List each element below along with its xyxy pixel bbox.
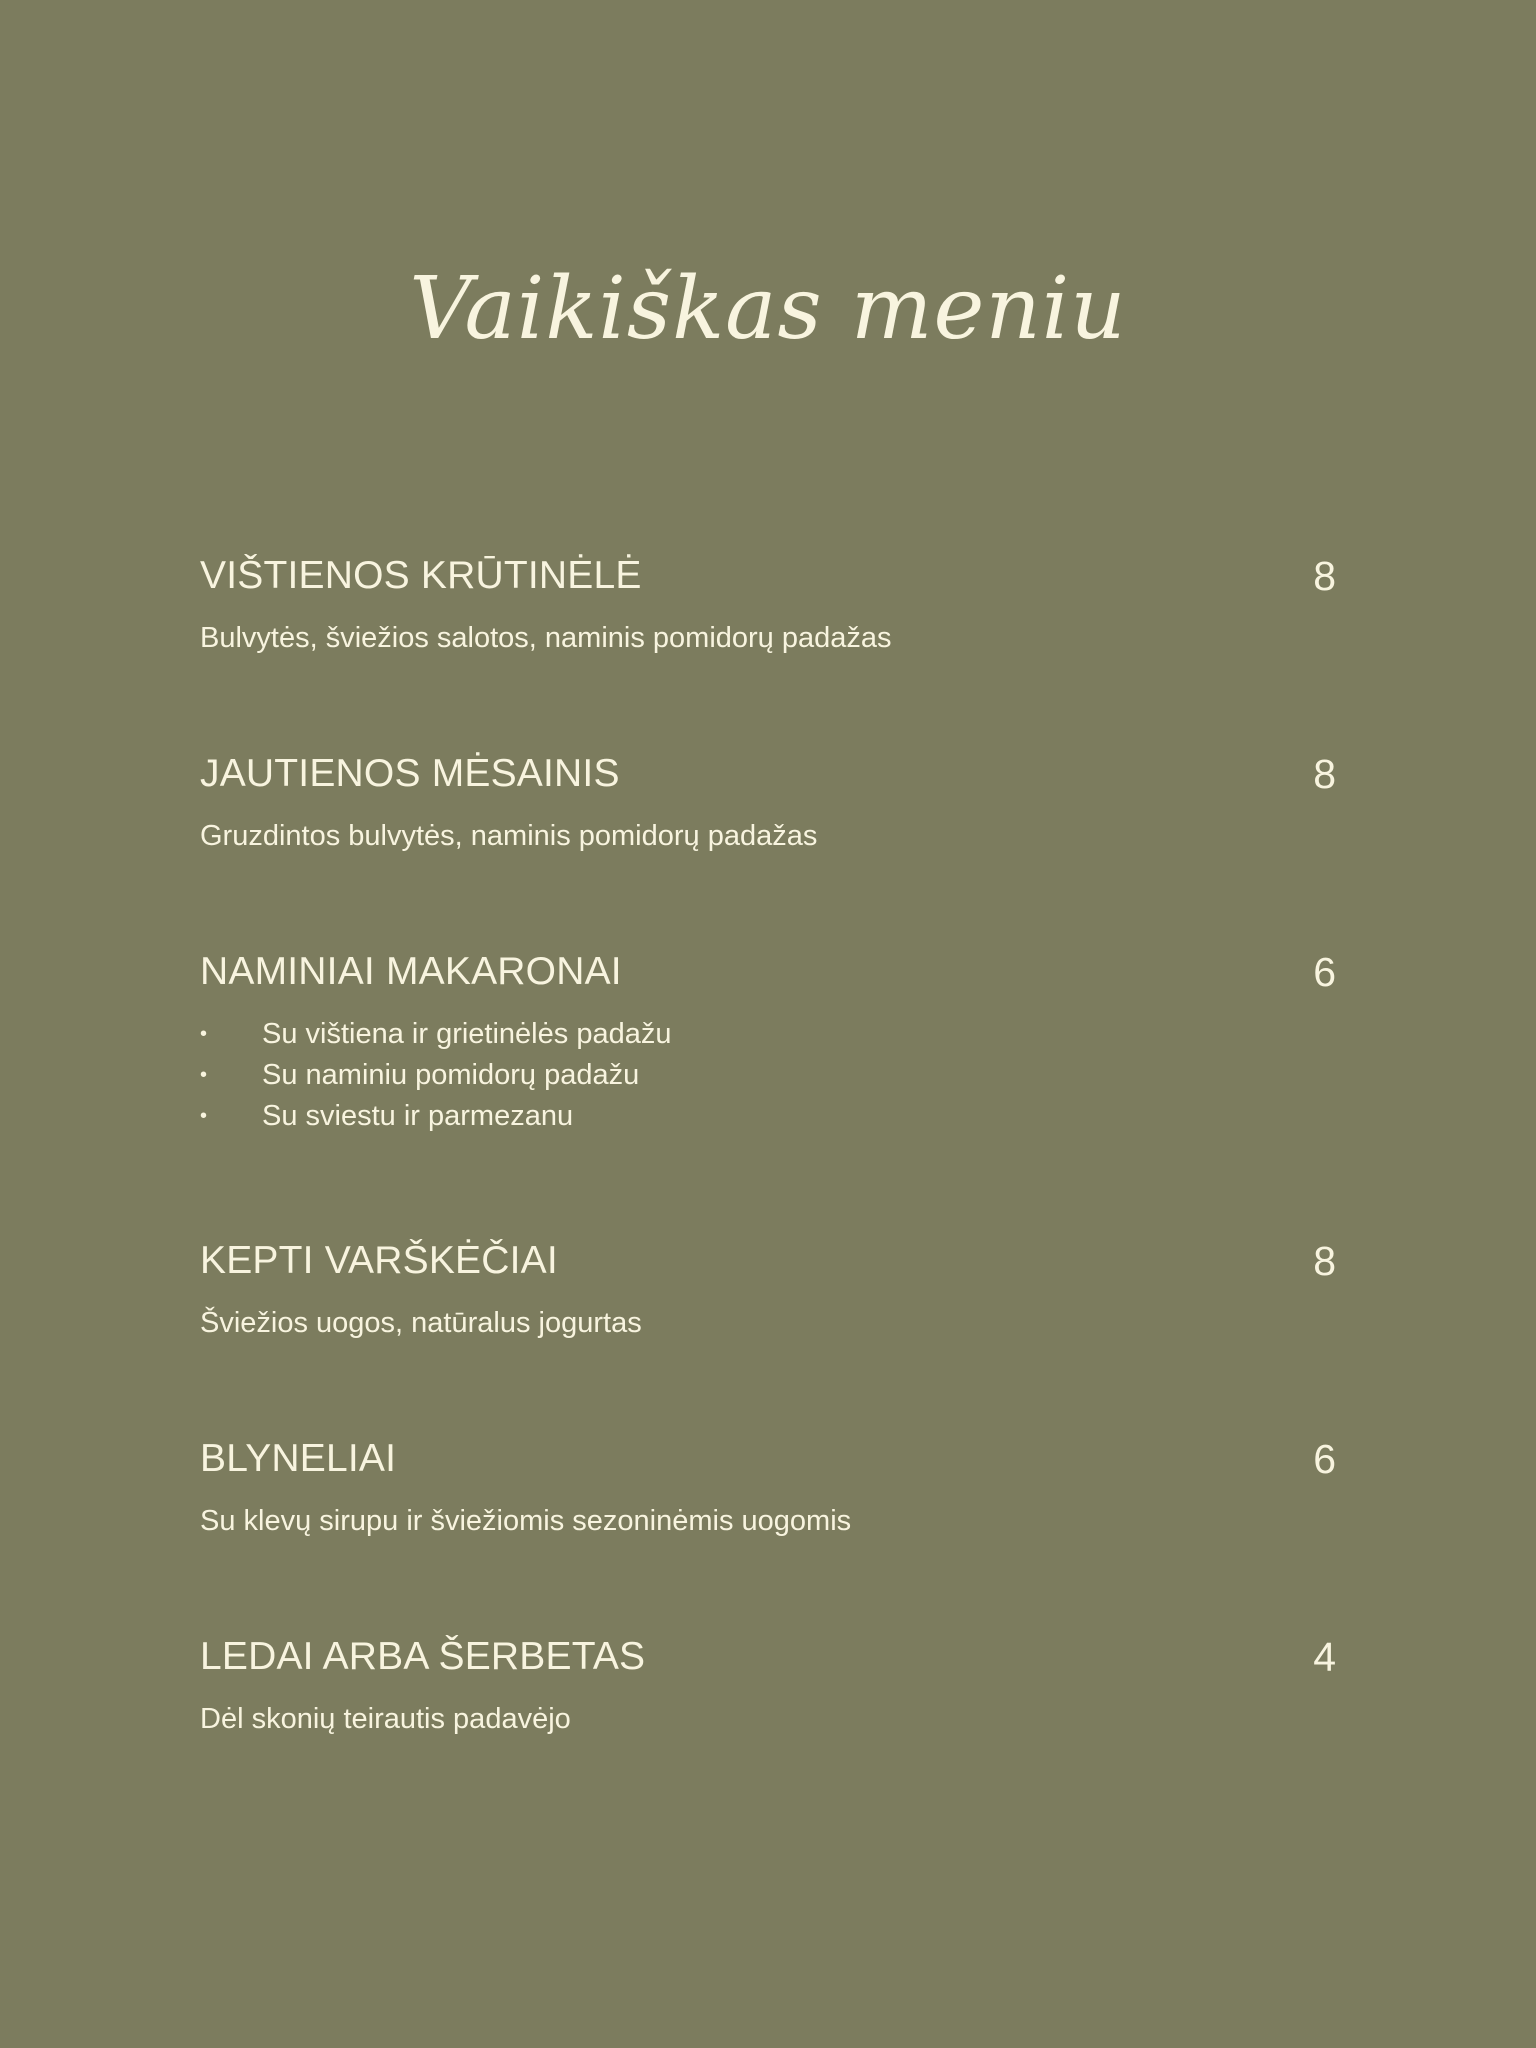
menu-item-option [200,1014,1336,1055]
menu-item-option [200,1055,1336,1096]
menu-item-header [200,1429,1336,1489]
menu-item-name: VIŠTIENOS KRŪTINĖLĖ [200,554,642,597]
menu-item-price: 8 [1313,1238,1336,1284]
menu-item-name: JAUTIENOS MĖSAINIS [200,752,620,795]
menu-item-option-label: Su sviestu ir parmezanu [262,1100,574,1132]
menu-item [200,1627,1336,1740]
menu-item-name: NAMINIAI MAKARONAI [200,950,622,993]
bullet-icon: • [200,1064,208,1086]
menu-item-name: BLYNELIAI [200,1437,397,1480]
menu-item [200,1231,1336,1344]
menu-item-description: Gruzdintos bulvytės, naminis pomidorų padažas [200,820,818,852]
menu-item-header [200,546,1336,606]
menu-item [200,942,1336,1137]
menu-title: Vaikiškas meniu [409,259,1127,359]
menu-item-options [200,1014,1336,1137]
menu-item-option [200,1096,1336,1137]
menu-item-header [200,1231,1336,1291]
menu-item [200,744,1336,857]
menu-item-name: LEDAI ARBA ŠERBETAS [200,1635,646,1678]
menu-item [200,546,1336,659]
menu-item-price: 8 [1313,553,1336,599]
menu-item-description: Su klevų sirupu ir šviežiomis sezoninėmis uogomis [200,1505,852,1537]
menu-item-description: Šviežios uogos, natūralus jogurtas [200,1307,642,1339]
menu-item-price: 4 [1313,1634,1336,1680]
bullet-icon: • [200,1023,208,1045]
menu-item-description: Dėl skonių teirautis padavėjo [200,1703,571,1735]
menu-item-name: KEPTI VARŠKĖČIAI [200,1239,558,1282]
menu-item-option-label: Su vištiena ir grietinėlės padažu [262,1018,672,1050]
menu-item-option-label: Su naminiu pomidorų padažu [262,1059,640,1091]
menu-item-header [200,1627,1336,1687]
menu-item-price: 6 [1313,1436,1336,1482]
menu-item-header [200,744,1336,804]
bullet-icon: • [200,1105,208,1127]
menu-item-price: 8 [1313,751,1336,797]
menu-item-description: Bulvytės, šviežios salotos, naminis pomidorų padažas [200,622,892,654]
menu-item-header [200,942,1336,1002]
menu-item-price: 6 [1313,949,1336,995]
menu-item [200,1429,1336,1542]
